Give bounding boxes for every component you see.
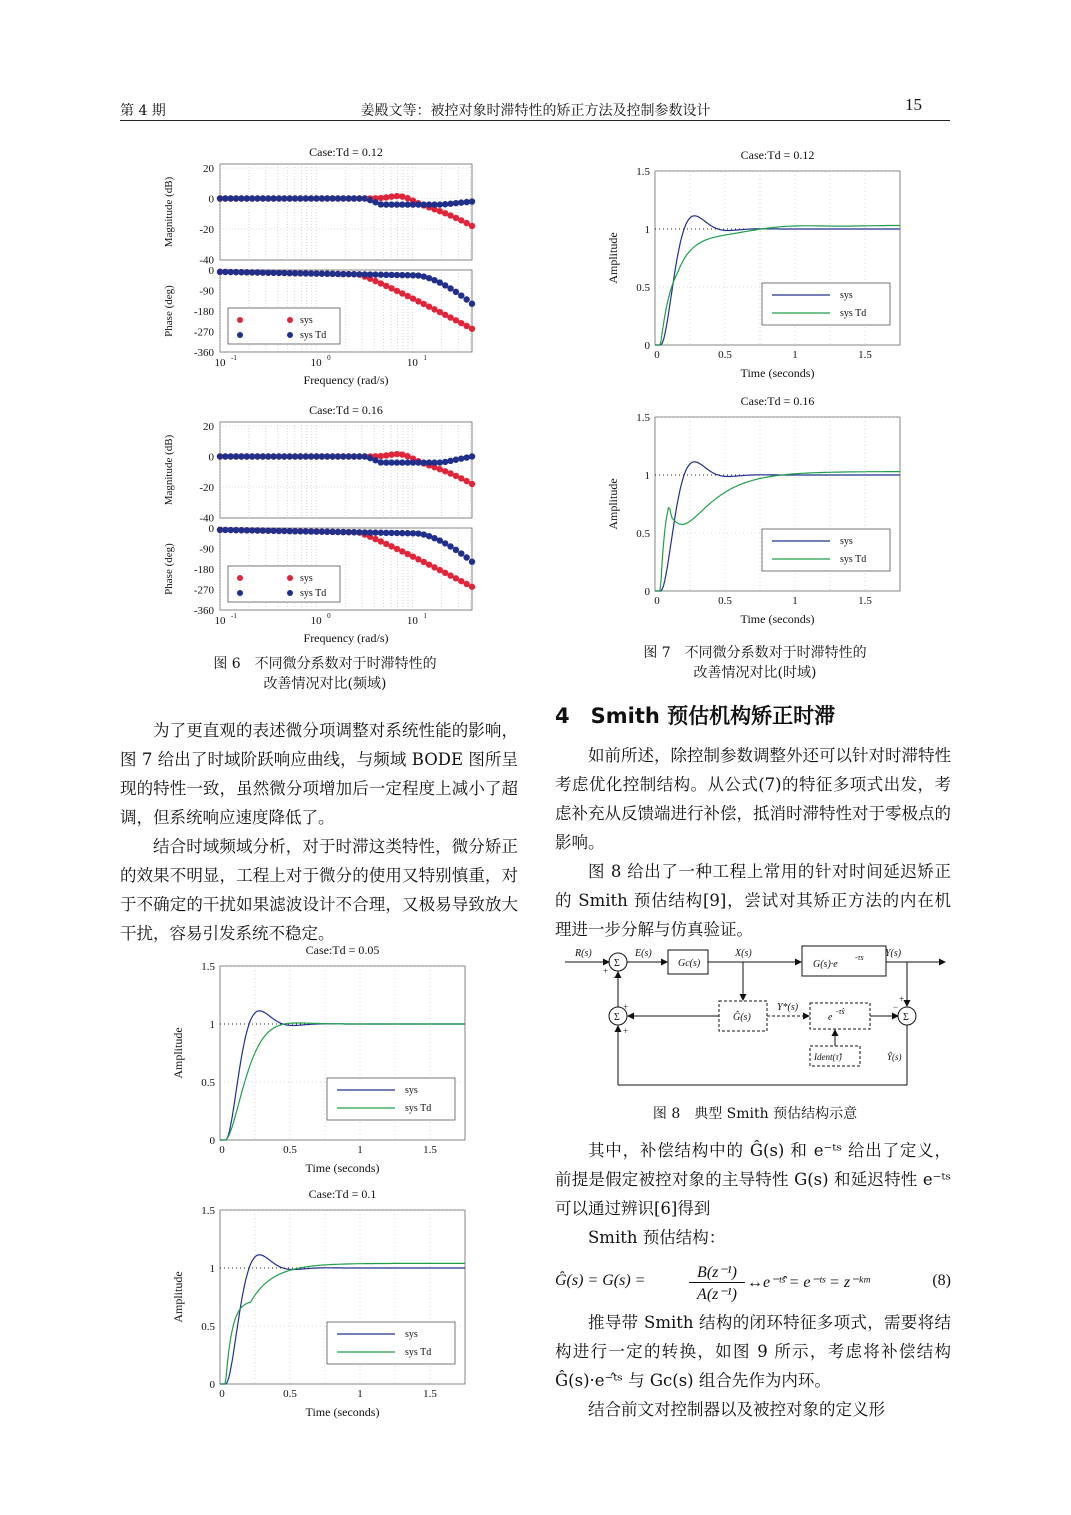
legend-marker-td [237,332,243,338]
paragraph: 图 8 给出了一种工程上常用的针对时间延迟矫正的 Smith 预估结构[9]，尝试对其矫正方法的内在机理进一步分解与仿真验证。 [555,862,951,939]
figure-7-caption [555,643,955,683]
legend-marker-sys [287,575,293,581]
legend-marker-td [237,590,243,596]
definition-text [555,1136,951,1252]
legend-sys: sys [300,315,313,326]
step-y-label: Amplitude [606,478,620,530]
equation-rhs: ↔e⁻ᵗ̂ˢ = e⁻ᵗˢ = z⁻ᵏᵐ [747,1274,870,1291]
step-title: Case:Td = 0.16 [740,394,815,408]
fig6-caption-line1: 图 6 不同微分系数对于时滞特性的 [213,656,437,672]
fig7-caption-line1: 图 7 不同微分系数对于时滞特性的 [643,645,867,661]
svg-text:+: + [623,1026,629,1036]
mag-axis-label: Magnitude (dB) [163,434,175,506]
legend-sys: sys [405,1085,418,1096]
x-tick: 0 [654,349,660,361]
phase-tick: -90 [199,285,214,298]
y-tick: 0 [209,1135,215,1147]
legend-sys: sys [840,536,853,547]
bode-title: Case:Td = 0.16 [309,403,383,417]
label-X: X(s) [735,948,752,959]
phase-tick: -90 [199,543,214,556]
bode-point-td [458,292,464,298]
y-tick: 0 [644,340,650,352]
mag-tick: -20 [199,482,214,494]
bode-point-td [463,454,469,460]
bode-point-td [463,554,469,560]
bode-point-td [442,540,448,546]
legend-marker-sys [237,575,243,581]
y-tick: 1.5 [201,1205,215,1217]
figure-8-caption: 图 8 典型 Smith 预估结构示意 [652,1106,858,1122]
freq-tick: 10 [406,615,418,627]
y-tick: 1 [209,1263,215,1275]
x-tick: 0 [219,1144,225,1156]
smith-predictor-diagram [555,940,955,1090]
freq-tick: 10 [214,357,226,369]
mag-tick: 0 [208,451,214,464]
x-tick: 0.5 [718,349,732,361]
y-tick: 0.5 [636,528,650,540]
bode-point-td [453,547,459,553]
label-G: G(s)·e [813,959,838,970]
equation-lhs: Ĝ(s) = G(s) = [555,1272,646,1289]
paragraph: 结合前文对控制器以及被控对象的定义形 [588,1400,885,1419]
x-tick: 1.5 [858,595,872,607]
freq-tick: 10 [310,615,322,627]
paragraph: 如前所述，除控制参数调整外还可以针对时滞特性考虑优化控制结构。从公式(7)的特征多项式出发，考虑补充从反馈端进行补偿，抵消时滞特性对于零极点的影响。 [555,746,951,852]
legend-marker-td [287,332,293,338]
x-tick: 0.5 [283,1388,297,1400]
bode-point-td [469,559,475,565]
phase-tick: 0 [208,265,214,277]
x-tick: 0 [654,595,660,607]
svg-text:−: − [893,1002,899,1012]
freq-tick-exp: 0 [327,612,331,620]
legend-sys: sys [300,573,313,584]
label-Yhat: Ŷ(s) [887,1052,902,1062]
step-line-sys [220,1255,465,1384]
legend-td: sys Td [840,554,867,565]
bode-point-td [453,289,459,295]
figure-6-bode-plots [120,140,530,660]
bode-point-td [458,550,464,556]
running-title: 姜殿文等：被控对象时滞特性的矫正方法及控制参数设计 [360,103,711,119]
phase-tick: -360 [193,347,214,359]
step-y-label: Amplitude [171,1027,185,1079]
step-title: Case:Td = 0.12 [740,148,815,162]
y-tick: 1.5 [636,412,650,424]
phase-tick: -180 [193,306,214,318]
y-tick: 1 [644,224,650,236]
label-G-exp: -τs [855,953,864,962]
closing-text [555,1308,951,1424]
legend-td: sys Td [840,308,867,319]
bode-point-td [442,282,448,288]
label-edelay: e [828,1012,833,1023]
freq-tick-exp: 1 [423,354,427,362]
paragraph: 结合时域频域分析，对于时滞这类特性，微分矫正的效果不明显，工程上对于微分的使用又特别慎重，对于不确定的干扰如果滤波设计不合理，又极易导致放大干扰，容易引发系统不稳定。 [120,837,518,943]
bode-point-sys [469,223,475,229]
mag-tick: -40 [199,512,214,525]
x-tick: 0.5 [283,1144,297,1156]
freq-axis-label: Frequency (rad/s) [303,631,389,645]
bode-point-td [463,296,469,302]
bode-point-td [447,285,453,291]
bode-point-td [447,543,453,549]
equation-number: (8) [932,1272,951,1289]
freq-tick: 10 [214,615,226,627]
legend-td: sys Td [300,330,327,341]
svg-text:+: + [623,1002,629,1012]
step-plots-left [120,940,530,1420]
freq-tick-exp: 0 [327,354,331,362]
legend-sys: sys [405,1329,418,1340]
mag-tick: 20 [203,421,214,433]
step-x-label: Time (seconds) [740,612,815,626]
equation-denominator: A(z⁻¹) [697,1286,737,1303]
bode-point-td [453,457,459,463]
bode-point-td [442,459,448,465]
label-edelay-exp: -τ̂s [836,1007,845,1016]
legend-marker-sys [287,317,293,323]
label-ident: Ident(τ̂) [814,1052,842,1062]
freq-tick-exp: -1 [231,612,237,620]
sum-2: Σ [614,1012,620,1023]
legend-marker-sys [237,317,243,323]
y-tick: 1 [209,1019,215,1031]
legend-td: sys Td [300,588,327,599]
fig7-caption-line2: 改善情况对比(时域) [693,665,817,681]
step-y-label: Amplitude [171,1271,185,1323]
label-Ghat: Ĝ(s) [733,1012,751,1023]
mag-axis-label: Magnitude (dB) [163,176,175,248]
y-tick: 0.5 [201,1321,215,1333]
x-tick: 1 [792,349,798,361]
label-R: R(s) [575,948,592,959]
step-x-label: Time (seconds) [305,1405,380,1419]
y-tick: 0.5 [636,282,650,294]
svg-text:+: + [603,966,609,976]
y-tick: 0 [644,586,650,598]
x-tick: 1.5 [858,349,872,361]
phase-axis-label: Phase (deg) [163,285,175,337]
x-tick: 0.5 [718,595,732,607]
svg-text:−: − [613,972,619,982]
bode-point-sys [383,452,389,458]
bode-point-sys [469,481,475,487]
bode-point-sys [469,584,475,590]
legend-td: sys Td [405,1347,432,1358]
freq-tick-exp: 1 [423,612,427,620]
mag-tick: 0 [208,193,214,206]
x-tick: 1 [792,595,798,607]
phase-tick: -360 [193,605,214,617]
x-tick: 1 [357,1388,363,1400]
page-number: 15 [905,95,922,114]
legend-sys: sys [840,290,853,301]
equation-8 [555,1262,951,1306]
x-tick: 1.5 [423,1388,437,1400]
bode-point-td [469,301,475,307]
left-column-text [120,716,518,948]
bode-point-td [415,530,421,536]
step-line-sys [655,462,900,591]
step-title: Case:Td = 0.05 [305,943,380,957]
freq-tick-exp: -1 [231,354,237,362]
journal-issue: 第 4 期 [120,103,166,119]
bode-point-td [469,453,475,459]
mag-tick: -20 [199,224,214,236]
x-tick: 1.5 [423,1144,437,1156]
right-column-text [555,741,951,944]
phase-tick: 0 [208,523,214,535]
step-x-label: Time (seconds) [740,366,815,380]
equation-numerator: B(z⁻¹) [689,1262,745,1283]
sum-3: Σ [903,1012,909,1023]
label-E: E(s) [635,948,652,959]
figure-6-caption [120,654,530,694]
label-Ystar: Y*(s) [777,1002,799,1013]
mag-tick: 20 [203,163,214,175]
legend-marker-td [287,590,293,596]
freq-axis-label: Frequency (rad/s) [303,373,389,387]
bode-point-td [447,458,453,464]
step-title: Case:Td = 0.1 [308,1187,377,1201]
y-tick: 1 [644,470,650,482]
fig6-caption-line2: 改善情况对比(频域) [263,676,387,692]
phase-tick: -270 [193,584,214,597]
step-line-sys [655,216,900,345]
y-tick: 1.5 [201,961,215,973]
bode-point-td [469,198,475,204]
freq-tick: 10 [406,357,418,369]
bode-point-td [415,272,421,278]
section-title: 4 Smith 预估机构矫正时滞 [555,704,836,728]
x-tick: 1 [357,1144,363,1156]
legend-td: sys Td [405,1103,432,1114]
bode-point-sys [469,326,475,332]
step-line-sys [220,1011,465,1140]
paragraph: 其中，补偿结构中的 Ĝ(s) 和 e⁻ᵗˢ 给出了定义，前提是假定被控对象的主导特性 G(s) 和延迟特性 e⁻ᵗˢ 可以通过辨识[6]得到 [555,1141,951,1218]
step-x-label: Time (seconds) [305,1161,380,1175]
phase-axis-label: Phase (deg) [163,543,175,595]
x-tick: 0 [219,1388,225,1400]
bode-title: Case:Td = 0.12 [309,145,383,159]
phase-tick: -180 [193,564,214,576]
svg-text:+: + [899,994,905,1004]
step-legend [327,1078,455,1120]
label-Y: Y(s) [885,948,902,959]
paragraph: 为了更直观的表述微分项调整对系统性能的影响，图 7 给出了时域阶跃响应曲线，与频域 BODE 图所呈现的特性一致，虽然微分项增加后一定程度上减小了超调，但系统响应速度降低了。 [120,721,518,827]
mag-tick: -40 [199,254,214,267]
figure-7-step-plots [555,145,955,635]
step-legend [762,529,890,571]
step-y-label: Amplitude [606,232,620,284]
paragraph: 推导带 Smith 结构的闭环特征多项式，需要将结构进行一定的转换，如图 9 所示，考虑将补偿结构 Ĝ(s)·e⁻ᵗ̂ˢ 与 Gc(s) 组合先作为内环。 [555,1313,951,1390]
header-rule [120,120,950,121]
bode-point-td [458,455,464,461]
paragraph: Smith 预估结构： [588,1228,726,1247]
label-Gc: Gc(s) [678,958,701,969]
sum-1: Σ [614,958,620,969]
step-legend [762,283,890,325]
y-tick: 0.5 [201,1077,215,1089]
freq-tick: 10 [310,357,322,369]
y-tick: 0 [209,1379,215,1391]
step-legend [327,1322,455,1364]
bode-point-sys [383,194,389,200]
phase-tick: -270 [193,326,214,339]
y-tick: 1.5 [636,166,650,178]
